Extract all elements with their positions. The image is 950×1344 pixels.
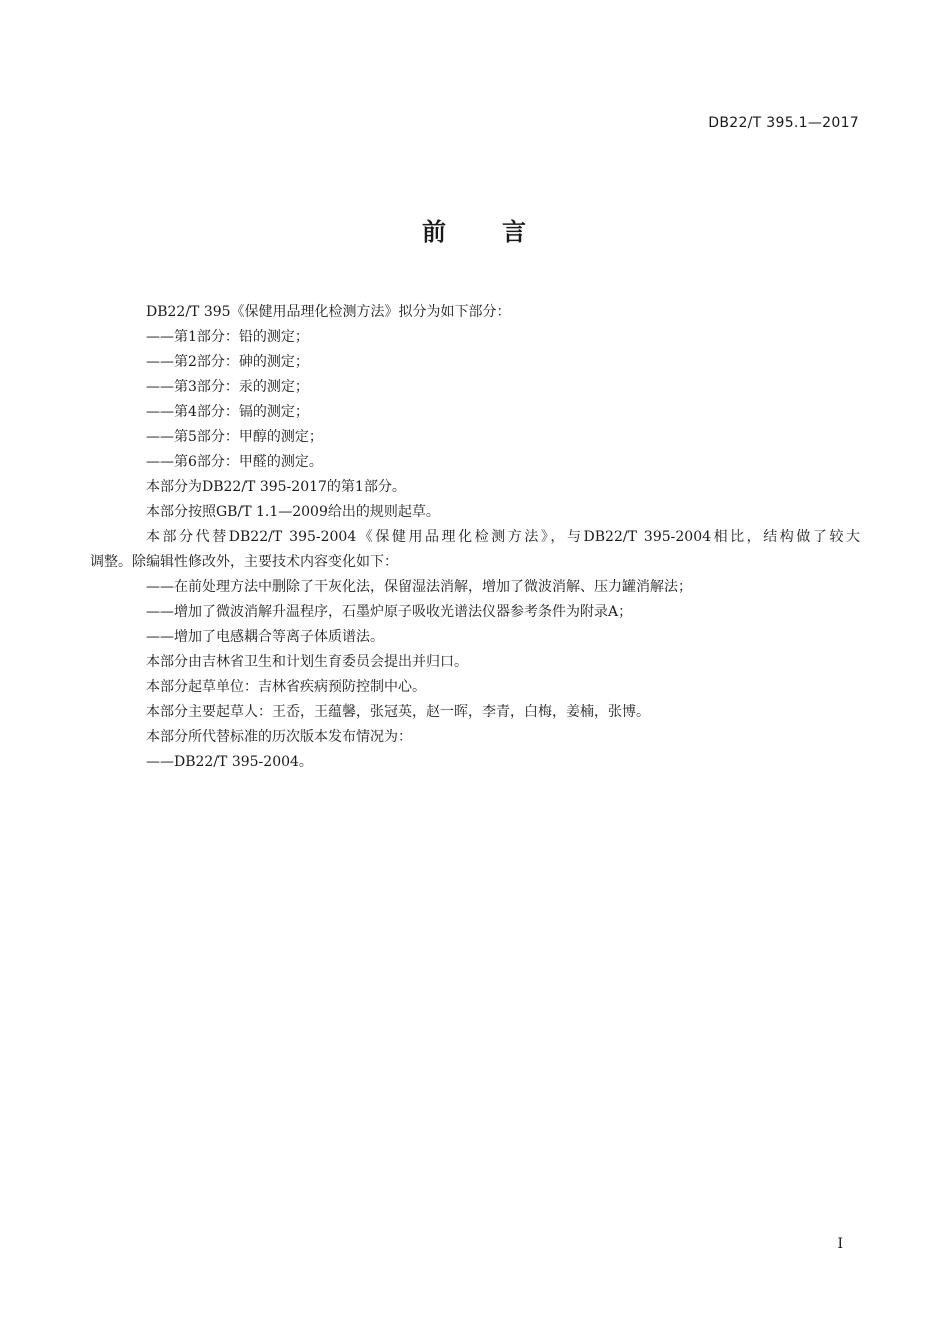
list-item-change-3: ——增加了电感耦合等离子体质谱法。 bbox=[146, 629, 384, 645]
paragraph-part-statement: 本部分为DB22/T 395-2017的第1部分。 bbox=[146, 479, 406, 495]
list-item-part-6: ——第6部分：甲醛的测定。 bbox=[146, 454, 323, 470]
list-item-part-5: ——第5部分：甲醇的测定； bbox=[146, 429, 323, 445]
title-char-1: 前 bbox=[422, 218, 448, 246]
list-item-part-4: ——第4部分：镉的测定； bbox=[146, 404, 309, 420]
paragraph-parts-intro: DB22/T 395《保健用品理化检测方法》拟分为如下部分： bbox=[146, 304, 511, 320]
paragraph-drafters: 本部分主要起草人：王岙，王蕴馨，张冠英，赵一晖，李青，白梅，姜楠，张博。 bbox=[146, 704, 650, 720]
page-title bbox=[0, 212, 950, 247]
list-item-part-3: ——第3部分：汞的测定； bbox=[146, 379, 309, 395]
page-number: I bbox=[837, 1236, 843, 1252]
paragraph-replacement-line-1: 本部分代替DB22/T 395-2004《保健用品理化检测方法》，与DB22/T 395-2004相比，结构做了较大 bbox=[146, 529, 860, 545]
paragraph-replacement-line-2: 调整。除编辑性修改外，主要技术内容变化如下： bbox=[90, 554, 398, 570]
paragraph-replacement bbox=[90, 525, 860, 575]
paragraph-drafting-unit: 本部分起草单位：吉林省疾病预防控制中心。 bbox=[146, 679, 426, 695]
title-char-2: 言 bbox=[502, 218, 528, 246]
list-item-part-1: ——第1部分：铅的测定； bbox=[146, 329, 309, 345]
list-item-change-1: ——在前处理方法中删除了干灰化法，保留湿法消解，增加了微波消解、压力罐消解法； bbox=[146, 579, 692, 595]
list-item-change-2: ——增加了微波消解升温程序，石墨炉原子吸收光谱法仪器参考条件为附录A； bbox=[146, 604, 633, 620]
paragraph-proposer: 本部分由吉林省卫生和计划生育委员会提出并归口。 bbox=[146, 654, 468, 670]
foreword-body bbox=[90, 300, 860, 775]
list-item-part-2: ——第2部分：砷的测定； bbox=[146, 354, 309, 370]
paragraph-version-history: 本部分所代替标准的历次版本发布情况为： bbox=[146, 729, 412, 745]
list-item-previous-version: ——DB22/T 395-2004。 bbox=[146, 754, 313, 770]
paragraph-drafting-rules: 本部分按照GB/T 1.1—2009给出的规则起草。 bbox=[146, 504, 440, 520]
document-number: DB22/T 395.1—2017 bbox=[708, 115, 859, 131]
